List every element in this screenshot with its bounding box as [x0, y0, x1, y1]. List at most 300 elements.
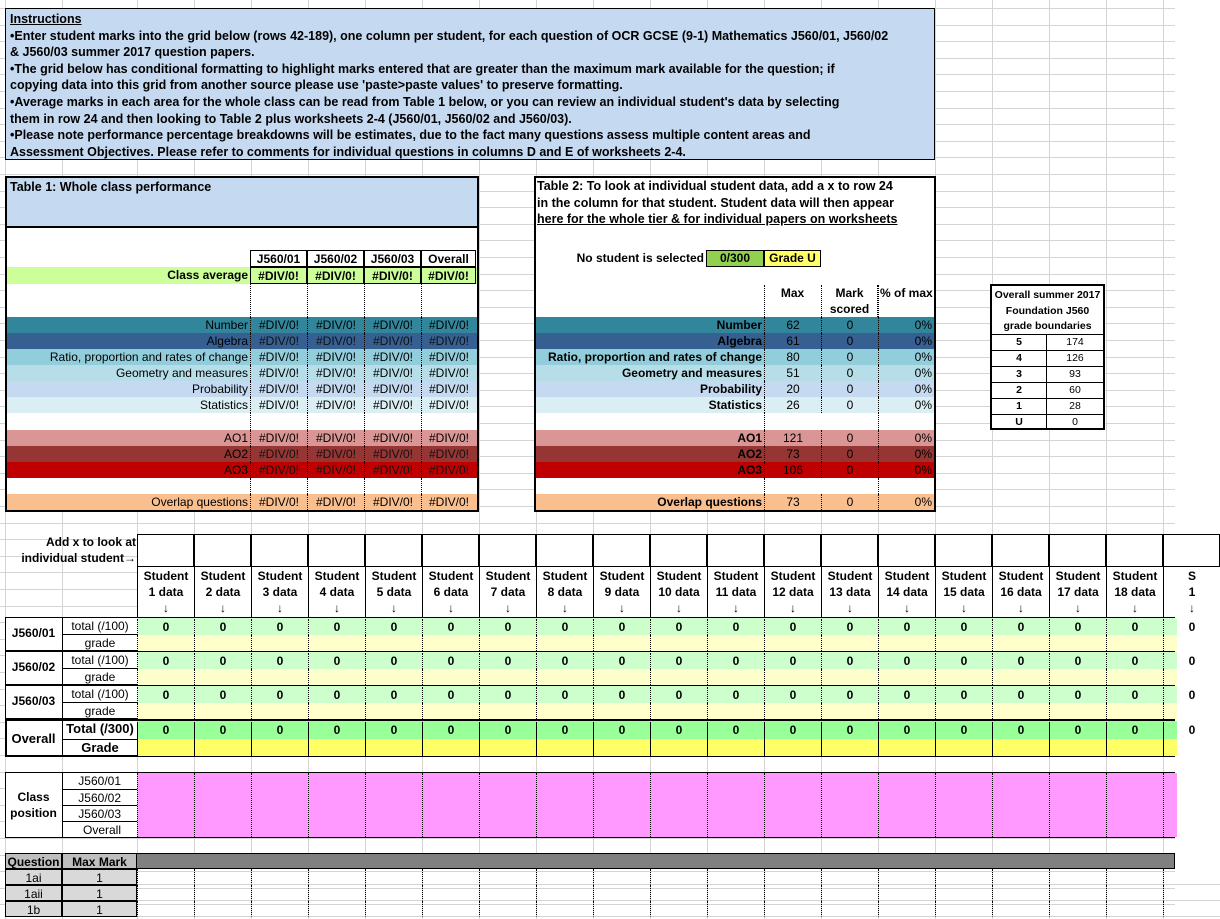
paper-grade-value[interactable] — [308, 669, 365, 685]
paper-total-value[interactable]: 0 — [707, 619, 764, 635]
class-position-divider — [821, 773, 822, 837]
paper-total-value[interactable]: 0 — [137, 619, 194, 635]
paper-total-value[interactable]: 0 — [650, 687, 707, 703]
overall-grade-value[interactable] — [650, 739, 707, 756]
question-mark-cell[interactable] — [764, 901, 821, 917]
table1-row-value: #DIV/0! — [250, 494, 307, 510]
question-mark-cell[interactable] — [650, 901, 707, 917]
paper-total-value[interactable]: 0 — [650, 619, 707, 635]
question-mark-cell[interactable] — [992, 885, 1049, 901]
table2-col-pct: % of max — [880, 286, 933, 300]
arrow-down-icon: ↓ — [220, 601, 226, 615]
student-select-cell[interactable] — [1049, 534, 1106, 567]
class-position-divider — [650, 773, 651, 837]
question-mark-cell[interactable] — [422, 901, 479, 917]
student-header-line: 12 data — [772, 585, 814, 599]
table1-row-value: #DIV/0! — [250, 430, 307, 446]
paper-grade-value[interactable] — [1049, 703, 1106, 719]
gridline-h — [0, 838, 1175, 839]
paper-total-value[interactable]: 0 — [308, 687, 365, 703]
student-header-line: 17 data — [1057, 585, 1099, 599]
question-mark-cell[interactable] — [194, 901, 251, 917]
arrow-down-icon: ↓ — [334, 601, 340, 615]
overall-total-value[interactable]: 0 — [479, 722, 536, 739]
table1-divider — [421, 413, 422, 430]
paper-grade-value[interactable] — [992, 669, 1049, 685]
table2-row-pct: 0% — [878, 381, 934, 397]
question-mark-cell[interactable] — [992, 901, 1049, 917]
arrow-down-icon: ↓ — [619, 601, 625, 615]
paper-total-value[interactable]: 0 — [422, 687, 479, 703]
student-select-cell[interactable] — [422, 534, 479, 567]
student-select-cell[interactable] — [878, 534, 935, 567]
student-header — [878, 567, 935, 617]
grade-boundary-grade: 5 — [992, 334, 1047, 350]
question-mark-cell[interactable] — [536, 885, 593, 901]
paper-total-value[interactable]: 0 — [764, 653, 821, 669]
paper-grade-value[interactable] — [707, 669, 764, 685]
paper-total-value[interactable]: 0 — [137, 687, 194, 703]
student-select-cell[interactable] — [650, 534, 707, 567]
table1-row-value: #DIV/0! — [250, 446, 307, 462]
student-header-line: Student — [1112, 569, 1158, 583]
student-header — [650, 567, 707, 617]
overall-grade-value[interactable] — [707, 739, 764, 756]
table1-row-value: #DIV/0! — [307, 317, 364, 333]
question-mark-cell[interactable] — [878, 869, 935, 885]
paper-total-value[interactable]: 0 — [365, 687, 422, 703]
question-mark-cell[interactable] — [821, 885, 878, 901]
question-mark-cell[interactable] — [1049, 901, 1106, 917]
paper-grade-value[interactable] — [194, 703, 251, 719]
student-header-line: 7 data — [490, 585, 526, 599]
grade-boundary-grade: 1 — [992, 398, 1047, 414]
paper-grade-value[interactable] — [1106, 669, 1163, 685]
paper-total-value[interactable]: 0 — [935, 687, 992, 703]
overall-total-label: Total (/300) — [62, 721, 137, 739]
student-header-line: 15 data — [943, 585, 985, 599]
table1-col-header: J560/02 — [307, 250, 364, 267]
question-mark-cell[interactable] — [1106, 885, 1163, 901]
paper-total-value[interactable]: 0 — [821, 619, 878, 635]
question-mark-cell[interactable] — [479, 885, 536, 901]
paper-total-value[interactable]: 0 — [194, 619, 251, 635]
table2-divider — [764, 478, 765, 494]
question-mark-cell[interactable] — [764, 885, 821, 901]
question-mark-cell[interactable] — [992, 869, 1049, 885]
paper-grade-value[interactable] — [650, 635, 707, 651]
table1-row-label: Algebra — [206, 334, 248, 348]
paper-total-value[interactable]: 0 — [764, 619, 821, 635]
student-header — [422, 567, 479, 617]
question-mark-cell[interactable] — [137, 885, 194, 901]
table2-col-mark-line: scored — [829, 302, 870, 316]
paper-total-value[interactable]: 0 — [1106, 619, 1163, 635]
paper-grade-value[interactable] — [308, 635, 365, 651]
question-mark-cell[interactable] — [194, 885, 251, 901]
overall-grade-value[interactable] — [308, 739, 365, 756]
paper-total-value[interactable]: 0 — [479, 653, 536, 669]
question-mark-cell[interactable] — [1106, 869, 1163, 885]
paper-grade-value[interactable] — [935, 635, 992, 651]
student-header-line: 18 data — [1114, 585, 1156, 599]
question-mark-cell[interactable] — [1163, 901, 1220, 917]
overall-grade-value[interactable] — [194, 739, 251, 756]
paper-grade-value[interactable] — [137, 669, 194, 685]
paper-total-value[interactable]: 0 — [764, 687, 821, 703]
paper-grade-value[interactable] — [251, 703, 308, 719]
paper-grade-value[interactable] — [422, 703, 479, 719]
paper-total-value[interactable]: 0 — [992, 653, 1049, 669]
paper-total-value[interactable]: 0 — [1163, 619, 1220, 635]
paper-total-value[interactable]: 0 — [365, 653, 422, 669]
paper-grade-value[interactable] — [707, 635, 764, 651]
overall-total-value[interactable]: 0 — [422, 722, 479, 739]
paper-grade-value[interactable] — [479, 703, 536, 719]
table2-row-mark: 0 — [821, 462, 878, 478]
paper-total-value[interactable]: 0 — [536, 653, 593, 669]
paper-grade-value[interactable] — [194, 635, 251, 651]
overall-grade-value[interactable] — [1163, 739, 1220, 756]
paper-grade-value[interactable] — [536, 669, 593, 685]
question-mark-cell[interactable] — [308, 901, 365, 917]
overall-total-value[interactable]: 0 — [650, 722, 707, 739]
paper-total-value[interactable]: 0 — [707, 687, 764, 703]
student-header-line: 2 data — [205, 585, 241, 599]
question-mark-cell[interactable] — [479, 901, 536, 917]
paper-total-value[interactable]: 0 — [536, 619, 593, 635]
student-header — [1049, 567, 1106, 617]
overall-total-value[interactable]: 0 — [1163, 722, 1220, 739]
paper-grade-value[interactable] — [137, 635, 194, 651]
paper-grade-value[interactable] — [422, 669, 479, 685]
table2-row-max: 61 — [764, 333, 821, 349]
question-mark-cell[interactable] — [1163, 869, 1220, 885]
paper-total-value[interactable]: 0 — [593, 653, 650, 669]
paper-grade-value[interactable] — [764, 669, 821, 685]
overall-total-value[interactable]: 0 — [251, 722, 308, 739]
question-mark-cell[interactable] — [650, 869, 707, 885]
paper-total-value[interactable]: 0 — [593, 687, 650, 703]
question-mark-cell[interactable] — [308, 869, 365, 885]
grade-boundary-grade: 3 — [992, 366, 1047, 382]
student-header — [593, 567, 650, 617]
question-mark-cell[interactable] — [821, 901, 878, 917]
paper-total-value[interactable]: 0 — [422, 653, 479, 669]
paper-total-value[interactable]: 0 — [194, 653, 251, 669]
paper-grade-value[interactable] — [1106, 703, 1163, 719]
question-mark-cell[interactable] — [593, 869, 650, 885]
student-header-line: 1 — [1188, 585, 1196, 599]
paper-total-value[interactable]: 0 — [1106, 687, 1163, 703]
table1-row-value: #DIV/0! — [364, 349, 421, 365]
overall-grade-value[interactable] — [137, 739, 194, 756]
question-mark-cell[interactable] — [1049, 885, 1106, 901]
paper-grade-value[interactable] — [650, 669, 707, 685]
paper-grade-value[interactable] — [821, 635, 878, 651]
table2-row-pct: 0% — [878, 462, 934, 478]
question-mark-cell[interactable] — [821, 869, 878, 885]
table2-col-mark — [821, 285, 878, 317]
paper-total-value[interactable]: 0 — [308, 653, 365, 669]
paper-grade-value[interactable] — [992, 703, 1049, 719]
paper-total-value[interactable]: 0 — [935, 619, 992, 635]
paper-grade-value[interactable] — [365, 703, 422, 719]
overall-total-value[interactable]: 0 — [764, 722, 821, 739]
paper-total-value[interactable]: 0 — [1163, 687, 1220, 703]
table1-row-label: Number — [205, 318, 248, 332]
overall-total-value[interactable]: 0 — [935, 722, 992, 739]
overall-grade-value[interactable] — [764, 739, 821, 756]
overall-grade-value[interactable] — [1106, 739, 1163, 756]
student-header — [308, 567, 365, 617]
paper-total-value[interactable]: 0 — [1163, 653, 1220, 669]
paper-total-label: total (/100) — [62, 618, 137, 634]
student-select-cell[interactable] — [251, 534, 308, 567]
table2-row-pct: 0% — [878, 317, 934, 333]
paper-grade-value[interactable] — [935, 703, 992, 719]
overall-grade-value[interactable] — [821, 739, 878, 756]
student-header-line: Student — [941, 569, 987, 583]
class-position-label: Class — [17, 790, 50, 804]
student-select-cell[interactable] — [764, 534, 821, 567]
student-select-cell[interactable] — [536, 534, 593, 567]
question-mark-cell[interactable] — [422, 885, 479, 901]
table2-row-label: Geometry and measures — [621, 366, 762, 380]
overall-total-value[interactable]: 0 — [536, 722, 593, 739]
paper-total-value[interactable]: 0 — [137, 653, 194, 669]
paper-total-value[interactable]: 0 — [650, 653, 707, 669]
paper-grade-value[interactable] — [536, 635, 593, 651]
class-position-divider — [251, 773, 252, 837]
paper-total-value[interactable]: 0 — [878, 619, 935, 635]
question-mark-cell[interactable] — [251, 901, 308, 917]
question-mark-cell[interactable] — [194, 869, 251, 885]
paper-total-value[interactable]: 0 — [1049, 619, 1106, 635]
table2-row-mark: 0 — [821, 494, 878, 510]
overall-total-value[interactable]: 0 — [821, 722, 878, 739]
paper-grade-value[interactable] — [593, 635, 650, 651]
paper-grade-value[interactable] — [593, 703, 650, 719]
paper-grade-value[interactable] — [1163, 703, 1220, 719]
student-select-cell[interactable] — [194, 534, 251, 567]
class-average-value: #DIV/0! — [364, 267, 421, 284]
paper-grade-value[interactable] — [365, 669, 422, 685]
table1-row-value: #DIV/0! — [307, 494, 364, 510]
question-mark-cell[interactable] — [650, 885, 707, 901]
question-mark-cell[interactable] — [365, 885, 422, 901]
paper-grade-value[interactable] — [878, 669, 935, 685]
paper-grade-value[interactable] — [764, 635, 821, 651]
paper-grade-value[interactable] — [593, 669, 650, 685]
overall-total-value[interactable]: 0 — [365, 722, 422, 739]
paper-grade-value[interactable] — [650, 703, 707, 719]
table1-row-label: Statistics — [199, 398, 248, 412]
instructions-line: copying data into this grid from another source please use 'paste>paste values' to preserve formatting. — [10, 78, 623, 93]
paper-total-value[interactable]: 0 — [707, 653, 764, 669]
paper-grade-value[interactable] — [821, 703, 878, 719]
overall-total-value[interactable]: 0 — [707, 722, 764, 739]
paper-total-value[interactable]: 0 — [878, 687, 935, 703]
student-select-cell[interactable] — [137, 534, 194, 567]
overall-total-value[interactable]: 0 — [1106, 722, 1163, 739]
overall-grade-value[interactable] — [878, 739, 935, 756]
paper-grade-value[interactable] — [479, 635, 536, 651]
paper-grade-value[interactable] — [1163, 669, 1220, 685]
question-mark-cell[interactable] — [707, 869, 764, 885]
overall-grade-value[interactable] — [992, 739, 1049, 756]
overall-grade-value[interactable] — [935, 739, 992, 756]
paper-total-value[interactable]: 0 — [992, 687, 1049, 703]
question-mark-cell[interactable] — [251, 885, 308, 901]
student-select-cell[interactable] — [365, 534, 422, 567]
student-header — [479, 567, 536, 617]
question-mark-cell[interactable] — [308, 885, 365, 901]
table1-row-value: #DIV/0! — [250, 317, 307, 333]
student-header-line: 8 data — [547, 585, 583, 599]
overall-grade-value[interactable] — [251, 739, 308, 756]
student-select-cell[interactable] — [1106, 534, 1163, 567]
question-mark-cell[interactable] — [707, 885, 764, 901]
paper-total-value[interactable]: 0 — [1106, 653, 1163, 669]
question-mark-cell[interactable] — [536, 869, 593, 885]
paper-total-value[interactable]: 0 — [251, 687, 308, 703]
question-mark-cell[interactable] — [1106, 901, 1163, 917]
overall-total-value[interactable]: 0 — [194, 722, 251, 739]
paper-grade-value[interactable] — [1163, 635, 1220, 651]
paper-total-value[interactable]: 0 — [878, 653, 935, 669]
overall-total-value[interactable]: 0 — [308, 722, 365, 739]
overall-total-value[interactable]: 0 — [137, 722, 194, 739]
paper-total-value[interactable]: 0 — [479, 687, 536, 703]
question-mark-cell[interactable] — [422, 869, 479, 885]
question-mark-cell[interactable] — [935, 869, 992, 885]
question-mark-cell[interactable] — [935, 885, 992, 901]
paper-total-value[interactable]: 0 — [536, 687, 593, 703]
question-mark-cell[interactable] — [137, 869, 194, 885]
paper-grade-value[interactable] — [992, 635, 1049, 651]
paper-grade-value[interactable] — [878, 635, 935, 651]
table2-row-mark: 0 — [821, 446, 878, 462]
paper-grade-value[interactable] — [878, 703, 935, 719]
table2-row-label: Ratio, proportion and rates of change — [547, 350, 762, 364]
student-select-cell[interactable] — [935, 534, 992, 567]
student-select-cell[interactable] — [821, 534, 878, 567]
question-mark-cell[interactable] — [1163, 885, 1220, 901]
table2-title-line: Table 2: To look at individual student data, add a x to row 24 — [537, 179, 893, 193]
student-select-cell[interactable] — [308, 534, 365, 567]
table1-row-value: #DIV/0! — [421, 333, 476, 349]
table1-row-value: #DIV/0! — [421, 317, 476, 333]
student-header-line: Student — [485, 569, 531, 583]
paper-total-value[interactable]: 0 — [821, 653, 878, 669]
paper-grade-value[interactable] — [365, 635, 422, 651]
question-mark-cell[interactable] — [707, 901, 764, 917]
paper-grade-value[interactable] — [764, 703, 821, 719]
paper-total-value[interactable]: 0 — [821, 687, 878, 703]
arrow-down-icon: ↓ — [1018, 601, 1024, 615]
paper-total-value[interactable]: 0 — [935, 653, 992, 669]
paper-total-value[interactable]: 0 — [593, 619, 650, 635]
student-select-cell[interactable] — [992, 534, 1049, 567]
question-mark-cell[interactable] — [764, 869, 821, 885]
paper-total-value[interactable]: 0 — [1049, 687, 1106, 703]
overall-grade-value[interactable] — [536, 739, 593, 756]
overall-total-value[interactable]: 0 — [992, 722, 1049, 739]
student-select-cell[interactable] — [479, 534, 536, 567]
overall-grade-value[interactable] — [365, 739, 422, 756]
paper-grade-value[interactable] — [707, 703, 764, 719]
paper-grade-value[interactable] — [821, 669, 878, 685]
paper-grade-value[interactable] — [479, 669, 536, 685]
student-select-cell[interactable] — [1163, 534, 1220, 567]
paper-total-value[interactable]: 0 — [308, 619, 365, 635]
overall-grade-value[interactable] — [593, 739, 650, 756]
student-select-cell[interactable] — [593, 534, 650, 567]
paper-total-value[interactable]: 0 — [251, 653, 308, 669]
paper-total-value[interactable]: 0 — [194, 687, 251, 703]
question-mark-cell[interactable] — [536, 901, 593, 917]
question-mark-cell[interactable] — [365, 901, 422, 917]
student-header — [935, 567, 992, 617]
paper-grade-value[interactable] — [137, 703, 194, 719]
paper-grade-value[interactable] — [935, 669, 992, 685]
overall-total-value[interactable]: 0 — [593, 722, 650, 739]
paper-grade-value[interactable] — [1106, 635, 1163, 651]
table1-row-value: #DIV/0! — [421, 446, 476, 462]
paper-total-value[interactable]: 0 — [365, 619, 422, 635]
paper-grade-value[interactable] — [1049, 669, 1106, 685]
paper-grade-value[interactable] — [194, 669, 251, 685]
paper-total-value[interactable]: 0 — [422, 619, 479, 635]
overall-grade-value[interactable] — [422, 739, 479, 756]
question-header-row — [5, 853, 1175, 869]
question-mark-cell[interactable] — [935, 901, 992, 917]
question-mark-cell[interactable] — [365, 869, 422, 885]
question-mark-cell[interactable] — [593, 901, 650, 917]
question-mark-cell[interactable] — [593, 885, 650, 901]
overall-total-value[interactable]: 0 — [878, 722, 935, 739]
paper-total-value[interactable]: 0 — [479, 619, 536, 635]
question-mark-cell[interactable] — [878, 901, 935, 917]
table1-col-header: J560/01 — [250, 250, 307, 267]
paper-grade-value[interactable] — [536, 703, 593, 719]
question-mark-cell[interactable] — [878, 885, 935, 901]
table2-title — [534, 176, 936, 228]
question-mark-cell[interactable] — [137, 901, 194, 917]
question-mark-cell[interactable] — [479, 869, 536, 885]
student-select-cell[interactable] — [707, 534, 764, 567]
paper-total-value[interactable]: 0 — [251, 619, 308, 635]
overall-total-value[interactable]: 0 — [1049, 722, 1106, 739]
paper-total-value[interactable]: 0 — [1049, 653, 1106, 669]
student-header-line: Student — [371, 569, 417, 583]
student-header-line: 6 data — [433, 585, 469, 599]
paper-grade-value[interactable] — [251, 669, 308, 685]
paper-grade-value[interactable] — [1049, 635, 1106, 651]
question-mark-cell[interactable] — [1049, 869, 1106, 885]
paper-grade-value[interactable] — [422, 635, 479, 651]
paper-total-value[interactable]: 0 — [992, 619, 1049, 635]
overall-grade-value[interactable] — [479, 739, 536, 756]
grade-boundaries-title — [992, 288, 1103, 335]
question-mark-cell[interactable] — [251, 869, 308, 885]
overall-grade-value[interactable] — [1049, 739, 1106, 756]
table1-row-value: #DIV/0! — [364, 333, 421, 349]
paper-grade-value[interactable] — [308, 703, 365, 719]
arrow-down-icon: ↓ — [391, 601, 397, 615]
paper-grade-value[interactable] — [251, 635, 308, 651]
